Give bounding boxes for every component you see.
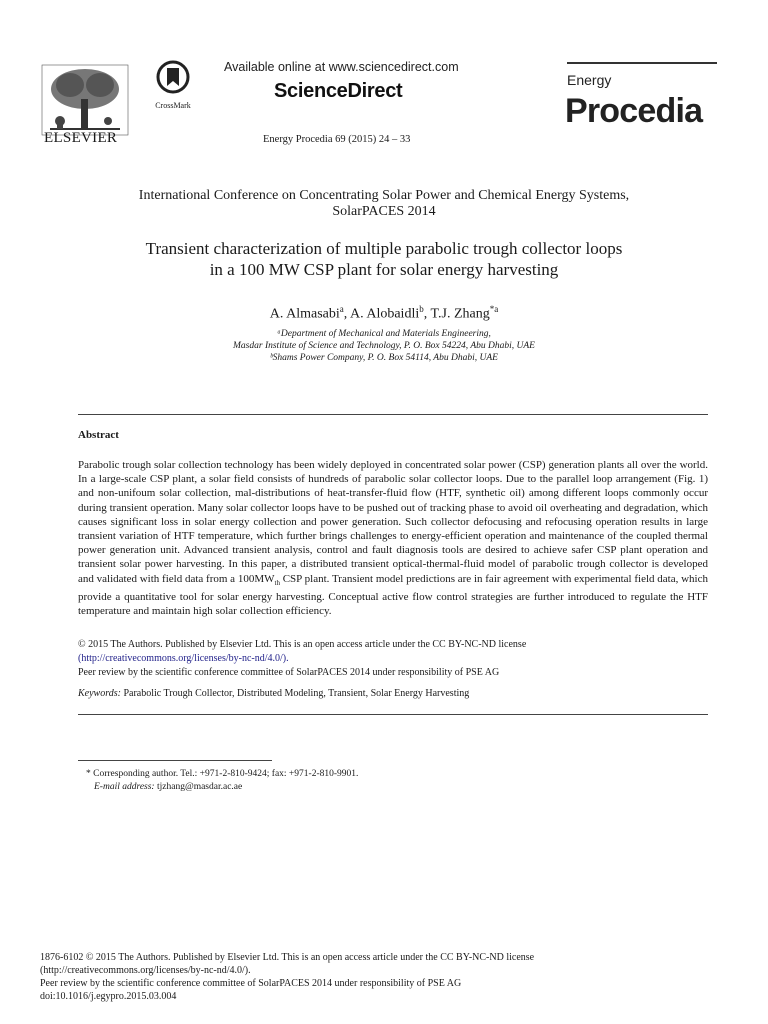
abstract-body: Parabolic trough solar collection technology has been widely deployed in concentrated solar power (CSP) generation plants all over the world. In a large-scale CSP plant, a solar field consists of hundreds of parabolic solar collector loops. Due to the parallel loop arrangement (Fig. 1) and non-unifoum solar collection, mal-distributions of heat-transfer-fluid flow (HTF, synthetic oil) among different loops commonly occur during transient operation. Many solar collector loops have to be pushed out of tracking phase to avoid oil overheating and degradation, which causes significant loss in solar energy collection and power generation. Such collector defocusing and refocusing operation results in large transient variation of HTF temperature, which further brings challenges to energy-efficient operation and maintenance of the coupled thermal power generation unit. Advanced transient analysis, control and fault diagnosis tools are desired to achieve safer CSP plant operation and transient solar power harvesting. In this paper, a distributed transient optical-thermal-fluid model of parabolic trough collector is developed and validated with field data from a $100MW_{th}$ CSP plant. Transient model predictions are in fair agreement with experimental field data, which provide a quantitative tool for solar energy harvesting. Conceptual active flow control strategies are further introduced to regulate the HTF temperature and maintain high solar collection efficiency.: [78, 459, 708, 618]
license-link[interactable]: (http://creativecommons.org/licenses/by-nc-nd/4.0/).: [78, 653, 289, 664]
crossmark-label: CrossMark: [155, 101, 191, 110]
paper-title: Transient characterization of multiple parabolic trough collector loops in a 100 MW CSP plant for solar energy harvesting: [145, 239, 623, 279]
affiliations: ᵃDepartment of Mechanical and Materials Engineering, Masdar Institute of Science and Technology, P. O. Box 54224, Abu Dhabi, UAE ᵇShams Power Company, P. O. Box 54114, Abu Dhabi, UAE: [233, 329, 535, 363]
publisher-name: ELSEVIER: [44, 130, 118, 146]
bottom-copyright: 1876-6102 © 2015 The Authors. Published by Elsevier Ltd. This is an open access article under the CC BY-NC-ND license (http://creativecommons.org/licenses/by-nc-nd/4.0/). Peer review by the scientific conference committee of SolarPACES 2014 under responsibility of PSE AG doi:10.1016/j.egypro.2015.03.004: [40, 952, 535, 1002]
crossmark-badge[interactable]: [150, 60, 196, 110]
author-list: A. Almasabi$^a$, A. Alobaidli$^b$, T.J. Zhang$^{*a}$: [269, 304, 499, 322]
footnote-divider: [78, 760, 272, 761]
journal-name-energy: Energy: [567, 72, 612, 88]
journal-rule-lines: [567, 62, 717, 67]
crossmark-icon: [156, 60, 190, 94]
journal-name-procedia: Procedia: [565, 92, 703, 130]
corresponding-author-footnote: * Corresponding author. Tel.: +971-2-810-9424; fax: +971-2-810-9901. E-mail address: tjzhang@masdar.ac.ae: [86, 769, 359, 792]
author-3: T.J. Zhang: [430, 306, 490, 322]
doi[interactable]: doi:10.1016/j.egypro.2015.03.004: [40, 991, 177, 1002]
sciencedirect-logo: ScienceDirect: [274, 80, 403, 102]
available-online[interactable]: Available online at www.sciencedirect.com: [224, 60, 459, 74]
author-1: A. Almasabi: [269, 306, 340, 322]
email-link[interactable]: tjzhang@masdar.ac.ae: [154, 782, 243, 792]
divider-top: [78, 414, 708, 415]
keywords: Keywords: Parabolic Trough Collector, Distributed Modeling, Transient, Solar Energy Harvesting: [78, 688, 470, 699]
conference-name: International Conference on Concentrating Solar Power and Chemical Energy Systems, SolarPACES 2014: [138, 188, 630, 219]
author-2: A. Alobaidli: [350, 306, 420, 322]
divider-bottom: [78, 714, 708, 715]
journal-reference: Energy Procedia 69 (2015) 24 – 33: [263, 134, 411, 145]
abstract-heading: Abstract: [78, 429, 119, 441]
bottom-license-link[interactable]: (http://creativecommons.org/licenses/by-nc-nd/4.0/).: [40, 965, 251, 976]
license-block: © 2015 The Authors. Published by Elsevier Ltd. This is an open access article under the CC BY-NC-ND license (http://creativecommons.org/licenses/by-nc-nd/4.0/). Peer review by the scientific conference committee of SolarPACES 2014 under responsibility of PSE AG: [78, 638, 708, 680]
